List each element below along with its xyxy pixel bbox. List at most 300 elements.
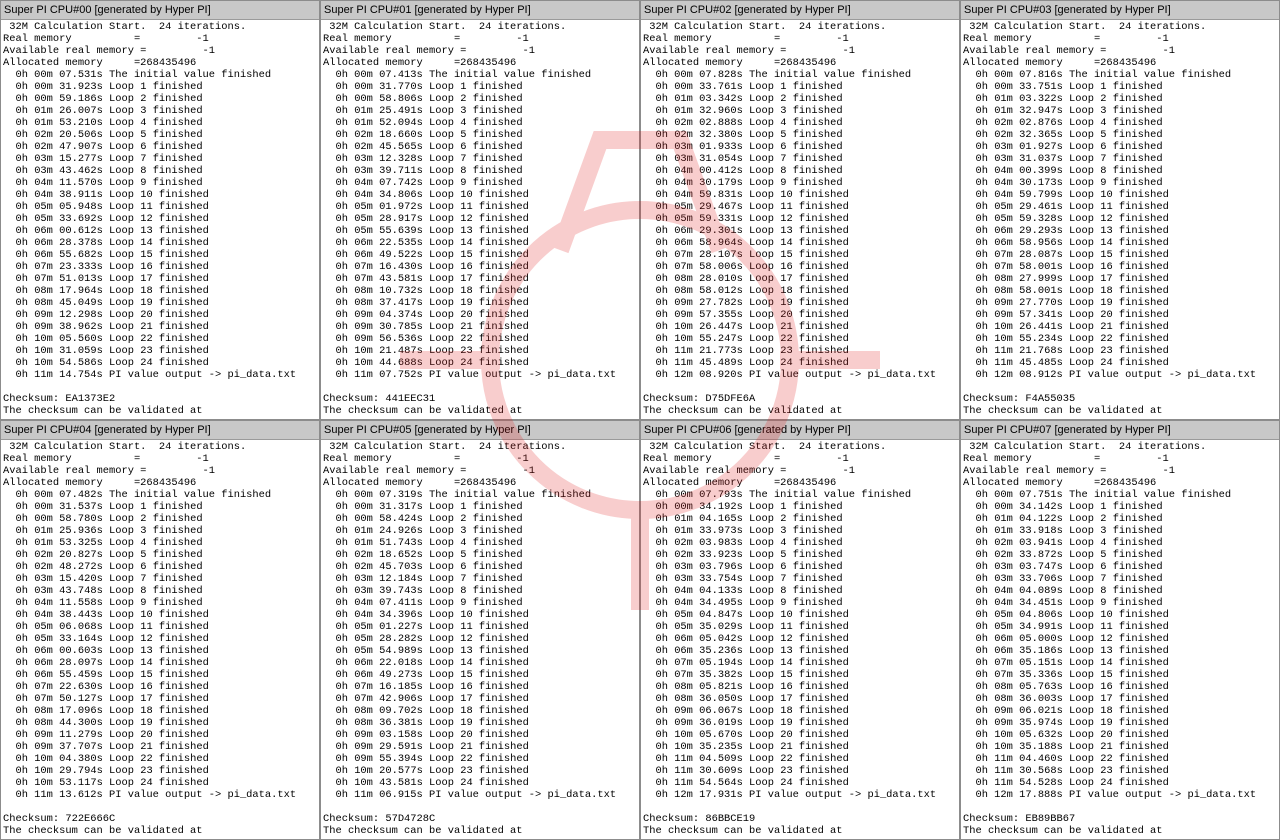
- loop-line: 0h 02m 03.941s Loop 4 finished: [975, 537, 1163, 549]
- loop-elapsed-seconds: 38.962s: [59, 321, 103, 333]
- loop-elapsed-prefix: 0h 10m: [15, 345, 53, 357]
- loop-line: 0h 04m 59.799s Loop 10 finished: [975, 189, 1169, 201]
- loop-elapsed-prefix: 0h 06m: [15, 225, 53, 237]
- loop-elapsed-prefix: 0h 10m: [15, 333, 53, 345]
- loop-line: 0h 10m 26.441s Loop 21 finished: [975, 321, 1169, 333]
- loop-line: 0h 10m 05.632s Loop 20 finished: [975, 729, 1169, 741]
- loop-elapsed-seconds: 22.535s: [379, 237, 423, 249]
- loop-elapsed-seconds: 05.632s: [1019, 729, 1063, 741]
- loop-line: 0h 04m 30.173s Loop 9 finished: [975, 177, 1163, 189]
- loop-elapsed-prefix: 0h 04m: [655, 585, 693, 597]
- loop-elapsed-prefix: 0h 08m: [15, 297, 53, 309]
- loop-elapsed-prefix: 0h 02m: [975, 537, 1013, 549]
- loop-line: 0h 01m 33.973s Loop 3 finished: [655, 525, 843, 537]
- loop-elapsed-prefix: 0h 03m: [655, 153, 693, 165]
- loop-line: 0h 08m 36.381s Loop 19 finished: [335, 717, 529, 729]
- loop-line: 0h 06m 22.018s Loop 14 finished: [335, 657, 529, 669]
- loop-line: 0h 09m 06.067s Loop 18 finished: [655, 705, 849, 717]
- loop-elapsed-prefix: 0h 05m: [335, 645, 373, 657]
- loop-elapsed-seconds: 35.029s: [699, 621, 743, 633]
- window-title[interactable]: Super PI CPU#06 [generated by Hyper PI]: [641, 421, 959, 440]
- loop-elapsed-prefix: 0h 01m: [15, 537, 53, 549]
- log-line: 32M Calculation Start. 24 iterations.: [3, 21, 247, 33]
- loop-line: 0h 02m 18.652s Loop 5 finished: [335, 549, 523, 561]
- loop-elapsed-prefix: 0h 04m: [975, 585, 1013, 597]
- hyper-pi-window[interactable]: [320, 0, 640, 420]
- loop-line: 0h 06m 29.301s Loop 13 finished: [655, 225, 849, 237]
- loop-elapsed-seconds: 45.489s: [699, 357, 743, 369]
- log-line: 0h 12m 17.931s PI value output -> pi_data.txt: [643, 789, 937, 801]
- loop-line: 0h 10m 21.487s Loop 23 finished: [335, 345, 529, 357]
- loop-elapsed-seconds: 44.688s: [379, 357, 423, 369]
- loop-line: 0h 05m 34.991s Loop 11 finished: [975, 621, 1169, 633]
- loop-elapsed-prefix: 0h 09m: [655, 717, 693, 729]
- loop-line: 0h 04m 34.806s Loop 10 finished: [335, 189, 529, 201]
- window-title[interactable]: Super PI CPU#07 [generated by Hyper PI]: [961, 421, 1279, 440]
- loop-elapsed-seconds: 05.560s: [59, 333, 103, 345]
- loop-elapsed-seconds: 44.300s: [59, 717, 103, 729]
- loop-elapsed-prefix: 0h 08m: [975, 273, 1013, 285]
- loop-elapsed-prefix: 0h 02m: [335, 549, 373, 561]
- loop-elapsed-prefix: 0h 02m: [655, 537, 693, 549]
- loop-line: 0h 10m 43.581s Loop 24 finished: [335, 777, 529, 789]
- loop-elapsed-prefix: 0h 10m: [15, 765, 53, 777]
- loop-line: 0h 07m 58.006s Loop 16 finished: [655, 261, 849, 273]
- loop-elapsed-prefix: 0h 06m: [655, 225, 693, 237]
- loop-line: 0h 09m 11.279s Loop 20 finished: [15, 729, 209, 741]
- log-line: 0h 00m 07.531s The initial value finished: [3, 69, 272, 81]
- loop-elapsed-prefix: 0h 02m: [655, 117, 693, 129]
- loop-elapsed-seconds: 26.007s: [59, 105, 103, 117]
- loop-line: 0h 02m 47.907s Loop 6 finished: [15, 141, 203, 153]
- loop-line: 0h 07m 42.906s Loop 17 finished: [335, 693, 529, 705]
- loop-elapsed-prefix: 0h 02m: [335, 141, 373, 153]
- loop-line: 0h 03m 39.743s Loop 8 finished: [335, 585, 523, 597]
- loop-elapsed-seconds: 00.603s: [59, 645, 103, 657]
- log-line: 0h 00m 07.793s The initial value finished: [643, 489, 912, 501]
- loop-line: 0h 08m 28.010s Loop 17 finished: [655, 273, 849, 285]
- loop-elapsed-seconds: 31.037s: [1019, 153, 1063, 165]
- loop-elapsed-prefix: 0h 00m: [15, 513, 53, 525]
- log-line: Checksum: 57D4728C: [323, 813, 436, 825]
- loop-elapsed-seconds: 53.210s: [59, 117, 103, 129]
- loop-elapsed-prefix: 0h 09m: [655, 705, 693, 717]
- loop-elapsed-prefix: 0h 06m: [975, 633, 1013, 645]
- log-line: 32M Calculation Start. 24 iterations.: [963, 21, 1207, 33]
- window-title[interactable]: Super PI CPU#00 [generated by Hyper PI]: [1, 1, 319, 20]
- loop-elapsed-prefix: 0h 06m: [335, 249, 373, 261]
- loop-elapsed-seconds: 33.761s: [699, 81, 743, 93]
- loop-elapsed-prefix: 0h 01m: [975, 93, 1013, 105]
- loop-line: 0h 07m 43.581s Loop 17 finished: [335, 273, 529, 285]
- loop-elapsed-prefix: 0h 07m: [335, 681, 373, 693]
- loop-line: 0h 03m 31.054s Loop 7 finished: [655, 153, 843, 165]
- loop-elapsed-seconds: 33.923s: [699, 549, 743, 561]
- log-line: The checksum can be validated at: [963, 405, 1163, 417]
- loop-elapsed-seconds: 05.763s: [1019, 681, 1063, 693]
- calculation-log: [323, 441, 639, 839]
- loop-elapsed-seconds: 58.806s: [379, 93, 423, 105]
- loop-elapsed-seconds: 00.399s: [1019, 165, 1063, 177]
- loop-elapsed-prefix: 0h 07m: [15, 273, 53, 285]
- loop-elapsed-prefix: 0h 09m: [655, 297, 693, 309]
- loop-elapsed-prefix: 0h 05m: [335, 201, 373, 213]
- loop-line: 0h 05m 01.972s Loop 11 finished: [335, 201, 529, 213]
- loop-elapsed-prefix: 0h 11m: [655, 765, 693, 777]
- loop-elapsed-seconds: 30.568s: [1019, 765, 1063, 777]
- loop-elapsed-prefix: 0h 08m: [975, 681, 1013, 693]
- loop-elapsed-prefix: 0h 02m: [335, 129, 373, 141]
- loop-line: 0h 07m 28.087s Loop 15 finished: [975, 249, 1169, 261]
- loop-elapsed-prefix: 0h 01m: [15, 105, 53, 117]
- loop-elapsed-seconds: 12.184s: [379, 573, 423, 585]
- loop-line: 0h 05m 04.847s Loop 10 finished: [655, 609, 849, 621]
- loop-elapsed-prefix: 0h 05m: [15, 621, 53, 633]
- loop-elapsed-seconds: 50.127s: [59, 693, 103, 705]
- loop-elapsed-seconds: 38.443s: [59, 609, 103, 621]
- loop-line: 0h 01m 24.926s Loop 3 finished: [335, 525, 523, 537]
- log-line: 0h 00m 07.319s The initial value finished: [323, 489, 592, 501]
- loop-elapsed-seconds: 01.972s: [379, 201, 423, 213]
- loop-elapsed-seconds: 28.917s: [379, 213, 423, 225]
- loop-elapsed-seconds: 34.991s: [1019, 621, 1063, 633]
- loop-elapsed-prefix: 0h 03m: [15, 165, 53, 177]
- loop-elapsed-seconds: 21.768s: [1019, 345, 1063, 357]
- loop-elapsed-seconds: 18.652s: [379, 549, 423, 561]
- loop-line: 0h 05m 59.328s Loop 12 finished: [975, 213, 1169, 225]
- loop-line: 0h 02m 20.827s Loop 5 finished: [15, 549, 203, 561]
- loop-elapsed-prefix: 0h 11m: [975, 357, 1013, 369]
- log-line: 0h 00m 07.828s The initial value finished: [643, 69, 912, 81]
- loop-elapsed-prefix: 0h 04m: [655, 165, 693, 177]
- log-line: Allocated memory =268435496: [3, 57, 197, 69]
- loop-line: 0h 07m 23.333s Loop 16 finished: [15, 261, 209, 273]
- loop-elapsed-prefix: 0h 07m: [335, 693, 373, 705]
- loop-elapsed-prefix: 0h 08m: [15, 705, 53, 717]
- log-line: Available real memory = -1: [323, 45, 536, 57]
- loop-elapsed-prefix: 0h 07m: [655, 261, 693, 273]
- loop-elapsed-seconds: 54.528s: [1019, 777, 1063, 789]
- loop-elapsed-seconds: 35.974s: [1019, 717, 1063, 729]
- loop-elapsed-prefix: 0h 01m: [335, 117, 373, 129]
- loop-elapsed-prefix: 0h 04m: [335, 597, 373, 609]
- loop-elapsed-prefix: 0h 06m: [15, 237, 53, 249]
- loop-line: 0h 07m 35.382s Loop 15 finished: [655, 669, 849, 681]
- loop-elapsed-prefix: 0h 07m: [15, 261, 53, 273]
- loop-elapsed-prefix: 0h 08m: [975, 285, 1013, 297]
- log-line: Allocated memory =268435496: [963, 57, 1157, 69]
- loop-line: 0h 08m 58.001s Loop 18 finished: [975, 285, 1169, 297]
- loop-elapsed-seconds: 48.272s: [59, 561, 103, 573]
- loop-line: 0h 01m 33.918s Loop 3 finished: [975, 525, 1163, 537]
- loop-line: 0h 11m 54.564s Loop 24 finished: [655, 777, 849, 789]
- window-title[interactable]: Super PI CPU#02 [generated by Hyper PI]: [641, 1, 959, 20]
- loop-elapsed-prefix: 0h 04m: [15, 597, 53, 609]
- loop-elapsed-prefix: 0h 07m: [655, 669, 693, 681]
- loop-elapsed-prefix: 0h 02m: [975, 129, 1013, 141]
- loop-elapsed-seconds: 28.282s: [379, 633, 423, 645]
- loop-elapsed-prefix: 0h 05m: [975, 621, 1013, 633]
- loop-line: 0h 06m 22.535s Loop 14 finished: [335, 237, 529, 249]
- loop-elapsed-prefix: 0h 11m: [975, 345, 1013, 357]
- loop-elapsed-seconds: 33.751s: [1019, 81, 1063, 93]
- loop-line: 0h 03m 12.184s Loop 7 finished: [335, 573, 523, 585]
- loop-elapsed-prefix: 0h 10m: [975, 333, 1013, 345]
- loop-elapsed-prefix: 0h 02m: [655, 129, 693, 141]
- loop-line: 0h 01m 32.947s Loop 3 finished: [975, 105, 1163, 117]
- loop-elapsed-prefix: 0h 07m: [655, 249, 693, 261]
- window-title[interactable]: Super PI CPU#03 [generated by Hyper PI]: [961, 1, 1279, 20]
- loop-line: 0h 02m 33.923s Loop 5 finished: [655, 549, 843, 561]
- loop-elapsed-seconds: 32.380s: [699, 129, 743, 141]
- loop-elapsed-seconds: 22.018s: [379, 657, 423, 669]
- loop-elapsed-prefix: 0h 01m: [975, 105, 1013, 117]
- loop-line: 0h 07m 22.630s Loop 16 finished: [15, 681, 209, 693]
- loop-line: 0h 01m 25.491s Loop 3 finished: [335, 105, 523, 117]
- loop-line: 0h 01m 04.165s Loop 2 finished: [655, 513, 843, 525]
- loop-elapsed-prefix: 0h 05m: [15, 201, 53, 213]
- window-title[interactable]: Super PI CPU#05 [generated by Hyper PI]: [321, 421, 639, 440]
- log-line: Checksum: EA1373E2: [3, 393, 116, 405]
- hyper-pi-window[interactable]: [0, 420, 320, 840]
- loop-elapsed-seconds: 24.926s: [379, 525, 423, 537]
- loop-elapsed-prefix: 0h 10m: [655, 321, 693, 333]
- loop-elapsed-seconds: 03.796s: [699, 561, 743, 573]
- loop-elapsed-prefix: 0h 09m: [15, 741, 53, 753]
- loop-elapsed-prefix: 0h 00m: [335, 513, 373, 525]
- loop-elapsed-seconds: 28.087s: [1019, 249, 1063, 261]
- loop-elapsed-prefix: 0h 11m: [655, 777, 693, 789]
- loop-elapsed-seconds: 35.186s: [1019, 645, 1063, 657]
- loop-line: 0h 08m 09.702s Loop 18 finished: [335, 705, 529, 717]
- loop-elapsed-seconds: 03.747s: [1019, 561, 1063, 573]
- loop-line: 0h 04m 04.133s Loop 8 finished: [655, 585, 843, 597]
- loop-line: 0h 09m 57.355s Loop 20 finished: [655, 309, 849, 321]
- loop-elapsed-seconds: 43.748s: [59, 585, 103, 597]
- loop-elapsed-prefix: 0h 02m: [655, 549, 693, 561]
- loop-elapsed-seconds: 31.317s: [379, 501, 423, 513]
- loop-elapsed-prefix: 0h 05m: [15, 633, 53, 645]
- hyper-pi-window[interactable]: [640, 420, 960, 840]
- log-line: The checksum can be validated at: [643, 825, 843, 837]
- loop-line: 0h 08m 37.417s Loop 19 finished: [335, 297, 529, 309]
- calculation-log: [3, 441, 319, 839]
- loop-elapsed-seconds: 16.430s: [379, 261, 423, 273]
- loop-elapsed-seconds: 25.491s: [379, 105, 423, 117]
- loop-elapsed-seconds: 33.872s: [1019, 549, 1063, 561]
- loop-elapsed-seconds: 51.013s: [59, 273, 103, 285]
- loop-line: 0h 03m 01.933s Loop 6 finished: [655, 141, 843, 153]
- loop-line: 0h 08m 05.821s Loop 16 finished: [655, 681, 849, 693]
- loop-elapsed-seconds: 47.907s: [59, 141, 103, 153]
- loop-line: 0h 11m 21.773s Loop 23 finished: [655, 345, 849, 357]
- loop-elapsed-seconds: 16.185s: [379, 681, 423, 693]
- window-title[interactable]: Super PI CPU#01 [generated by Hyper PI]: [321, 1, 639, 20]
- loop-elapsed-prefix: 0h 10m: [335, 765, 373, 777]
- loop-elapsed-seconds: 53.117s: [59, 777, 103, 789]
- loop-elapsed-prefix: 0h 05m: [975, 609, 1013, 621]
- loop-line: 0h 05m 33.692s Loop 12 finished: [15, 213, 209, 225]
- loop-line: 0h 05m 04.806s Loop 10 finished: [975, 609, 1169, 621]
- loop-elapsed-seconds: 20.506s: [59, 129, 103, 141]
- loop-line: 0h 10m 20.577s Loop 23 finished: [335, 765, 529, 777]
- log-line: 32M Calculation Start. 24 iterations.: [3, 441, 247, 453]
- log-line: Allocated memory =268435496: [323, 57, 517, 69]
- log-line: 32M Calculation Start. 24 iterations.: [643, 441, 887, 453]
- loop-elapsed-prefix: 0h 07m: [975, 669, 1013, 681]
- loop-elapsed-seconds: 39.711s: [379, 165, 423, 177]
- loop-elapsed-prefix: 0h 09m: [15, 321, 53, 333]
- loop-elapsed-seconds: 34.451s: [1019, 597, 1063, 609]
- loop-line: 0h 05m 29.467s Loop 11 finished: [655, 201, 849, 213]
- loop-line: 0h 11m 30.568s Loop 23 finished: [975, 765, 1169, 777]
- log-line: Real memory = -1: [643, 33, 849, 45]
- calculation-log: [963, 21, 1279, 419]
- loop-line: 0h 10m 35.188s Loop 21 finished: [975, 741, 1169, 753]
- hyper-pi-window[interactable]: [0, 0, 320, 420]
- loop-line: 0h 03m 15.277s Loop 7 finished: [15, 153, 203, 165]
- loop-line: 0h 02m 45.565s Loop 6 finished: [335, 141, 523, 153]
- loop-line: 0h 09m 55.394s Loop 22 finished: [335, 753, 529, 765]
- loop-line: 0h 10m 31.059s Loop 23 finished: [15, 345, 209, 357]
- log-line: Real memory = -1: [3, 33, 209, 45]
- loop-line: 0h 06m 00.612s Loop 13 finished: [15, 225, 209, 237]
- loop-elapsed-seconds: 53.325s: [59, 537, 103, 549]
- loop-line: 0h 01m 03.342s Loop 2 finished: [655, 93, 843, 105]
- loop-elapsed-prefix: 0h 03m: [975, 561, 1013, 573]
- loop-line: 0h 05m 28.917s Loop 12 finished: [335, 213, 529, 225]
- loop-line: 0h 07m 58.001s Loop 16 finished: [975, 261, 1169, 273]
- loop-elapsed-seconds: 59.799s: [1019, 189, 1063, 201]
- loop-line: 0h 06m 05.042s Loop 12 finished: [655, 633, 849, 645]
- loop-elapsed-prefix: 0h 10m: [15, 357, 53, 369]
- loop-elapsed-seconds: 43.462s: [59, 165, 103, 177]
- loop-elapsed-seconds: 11.279s: [59, 729, 103, 741]
- loop-elapsed-seconds: 35.382s: [699, 669, 743, 681]
- log-line: Checksum: 441EEC31: [323, 393, 436, 405]
- loop-elapsed-prefix: 0h 07m: [975, 249, 1013, 261]
- hyper-pi-window[interactable]: [320, 420, 640, 840]
- loop-elapsed-seconds: 30.785s: [379, 321, 423, 333]
- loop-line: 0h 09m 36.019s Loop 19 finished: [655, 717, 849, 729]
- loop-line: 0h 00m 58.780s Loop 2 finished: [15, 513, 203, 525]
- loop-elapsed-prefix: 0h 06m: [15, 645, 53, 657]
- loop-line: 0h 08m 44.300s Loop 19 finished: [15, 717, 209, 729]
- loop-elapsed-seconds: 04.122s: [1019, 513, 1063, 525]
- loop-elapsed-seconds: 45.485s: [1019, 357, 1063, 369]
- loop-elapsed-seconds: 59.831s: [699, 189, 743, 201]
- loop-line: 0h 01m 26.007s Loop 3 finished: [15, 105, 203, 117]
- loop-elapsed-seconds: 21.773s: [699, 345, 743, 357]
- loop-line: 0h 07m 51.013s Loop 17 finished: [15, 273, 209, 285]
- loop-elapsed-seconds: 03.158s: [379, 729, 423, 741]
- loop-elapsed-seconds: 31.923s: [59, 81, 103, 93]
- loop-line: 0h 01m 53.325s Loop 4 finished: [15, 537, 203, 549]
- loop-elapsed-seconds: 05.000s: [1019, 633, 1063, 645]
- loop-elapsed-prefix: 0h 06m: [975, 645, 1013, 657]
- loop-line: 0h 04m 38.443s Loop 10 finished: [15, 609, 209, 621]
- loop-elapsed-seconds: 49.522s: [379, 249, 423, 261]
- loop-line: 0h 11m 04.460s Loop 22 finished: [975, 753, 1169, 765]
- loop-elapsed-seconds: 39.743s: [379, 585, 423, 597]
- loop-elapsed-seconds: 33.692s: [59, 213, 103, 225]
- loop-elapsed-prefix: 0h 03m: [15, 585, 53, 597]
- loop-line: 0h 05m 35.029s Loop 11 finished: [655, 621, 849, 633]
- loop-elapsed-seconds: 02.888s: [699, 117, 743, 129]
- loop-line: 0h 04m 07.742s Loop 9 finished: [335, 177, 523, 189]
- loop-elapsed-seconds: 36.019s: [699, 717, 743, 729]
- loop-elapsed-prefix: 0h 00m: [335, 501, 373, 513]
- loop-elapsed-seconds: 58.012s: [699, 285, 743, 297]
- loop-elapsed-prefix: 0h 10m: [15, 777, 53, 789]
- log-line: 0h 12m 08.920s PI value output -> pi_data.txt: [643, 369, 937, 381]
- loop-elapsed-seconds: 35.236s: [699, 645, 743, 657]
- loop-elapsed-prefix: 0h 09m: [975, 297, 1013, 309]
- loop-line: 0h 04m 11.570s Loop 9 finished: [15, 177, 203, 189]
- log-line: 32M Calculation Start. 24 iterations.: [323, 441, 567, 453]
- loop-elapsed-seconds: 32.365s: [1019, 129, 1063, 141]
- loop-elapsed-seconds: 27.770s: [1019, 297, 1063, 309]
- loop-elapsed-seconds: 42.906s: [379, 693, 423, 705]
- loop-line: 0h 04m 34.451s Loop 9 finished: [975, 597, 1163, 609]
- loop-elapsed-seconds: 35.235s: [699, 741, 743, 753]
- loop-elapsed-prefix: 0h 09m: [335, 753, 373, 765]
- loop-elapsed-seconds: 28.010s: [699, 273, 743, 285]
- loop-line: 0h 09m 30.785s Loop 21 finished: [335, 321, 529, 333]
- loop-line: 0h 04m 07.411s Loop 9 finished: [335, 597, 523, 609]
- hyper-pi-window[interactable]: [640, 0, 960, 420]
- loop-line: 0h 10m 35.235s Loop 21 finished: [655, 741, 849, 753]
- loop-line: 0h 06m 55.459s Loop 15 finished: [15, 669, 209, 681]
- hyper-pi-window[interactable]: [960, 0, 1280, 420]
- loop-elapsed-prefix: 0h 04m: [975, 597, 1013, 609]
- loop-line: 0h 05m 01.227s Loop 11 finished: [335, 621, 529, 633]
- loop-elapsed-seconds: 03.941s: [1019, 537, 1063, 549]
- hyper-pi-window[interactable]: [960, 420, 1280, 840]
- loop-elapsed-prefix: 0h 03m: [975, 573, 1013, 585]
- loop-line: 0h 03m 03.796s Loop 6 finished: [655, 561, 843, 573]
- loop-elapsed-prefix: 0h 05m: [335, 633, 373, 645]
- log-line: Available real memory = -1: [643, 45, 856, 57]
- loop-elapsed-seconds: 11.570s: [59, 177, 103, 189]
- loop-elapsed-seconds: 06.068s: [59, 621, 103, 633]
- loop-elapsed-seconds: 02.876s: [1019, 117, 1063, 129]
- loop-line: 0h 05m 54.989s Loop 13 finished: [335, 645, 529, 657]
- loop-elapsed-prefix: 0h 10m: [655, 741, 693, 753]
- loop-elapsed-seconds: 27.782s: [699, 297, 743, 309]
- loop-elapsed-prefix: 0h 01m: [655, 93, 693, 105]
- log-line: 0h 00m 07.413s The initial value finished: [323, 69, 592, 81]
- loop-line: 0h 03m 31.037s Loop 7 finished: [975, 153, 1163, 165]
- loop-line: 0h 09m 03.158s Loop 20 finished: [335, 729, 529, 741]
- loop-elapsed-prefix: 0h 10m: [655, 729, 693, 741]
- log-line: Allocated memory =268435496: [643, 477, 837, 489]
- loop-elapsed-seconds: 37.417s: [379, 297, 423, 309]
- loop-line: 0h 01m 52.094s Loop 4 finished: [335, 117, 523, 129]
- loop-elapsed-seconds: 28.097s: [59, 657, 103, 669]
- loop-elapsed-prefix: 0h 09m: [975, 309, 1013, 321]
- loop-elapsed-prefix: 0h 08m: [655, 693, 693, 705]
- loop-line: 0h 07m 16.185s Loop 16 finished: [335, 681, 529, 693]
- window-title[interactable]: Super PI CPU#04 [generated by Hyper PI]: [1, 421, 319, 440]
- loop-elapsed-prefix: 0h 11m: [655, 345, 693, 357]
- loop-elapsed-seconds: 34.396s: [379, 609, 423, 621]
- loop-elapsed-seconds: 26.441s: [1019, 321, 1063, 333]
- loop-elapsed-prefix: 0h 08m: [655, 273, 693, 285]
- loop-elapsed-seconds: 12.298s: [59, 309, 103, 321]
- loop-line: 0h 02m 45.703s Loop 6 finished: [335, 561, 523, 573]
- loop-line: 0h 04m 00.399s Loop 8 finished: [975, 165, 1163, 177]
